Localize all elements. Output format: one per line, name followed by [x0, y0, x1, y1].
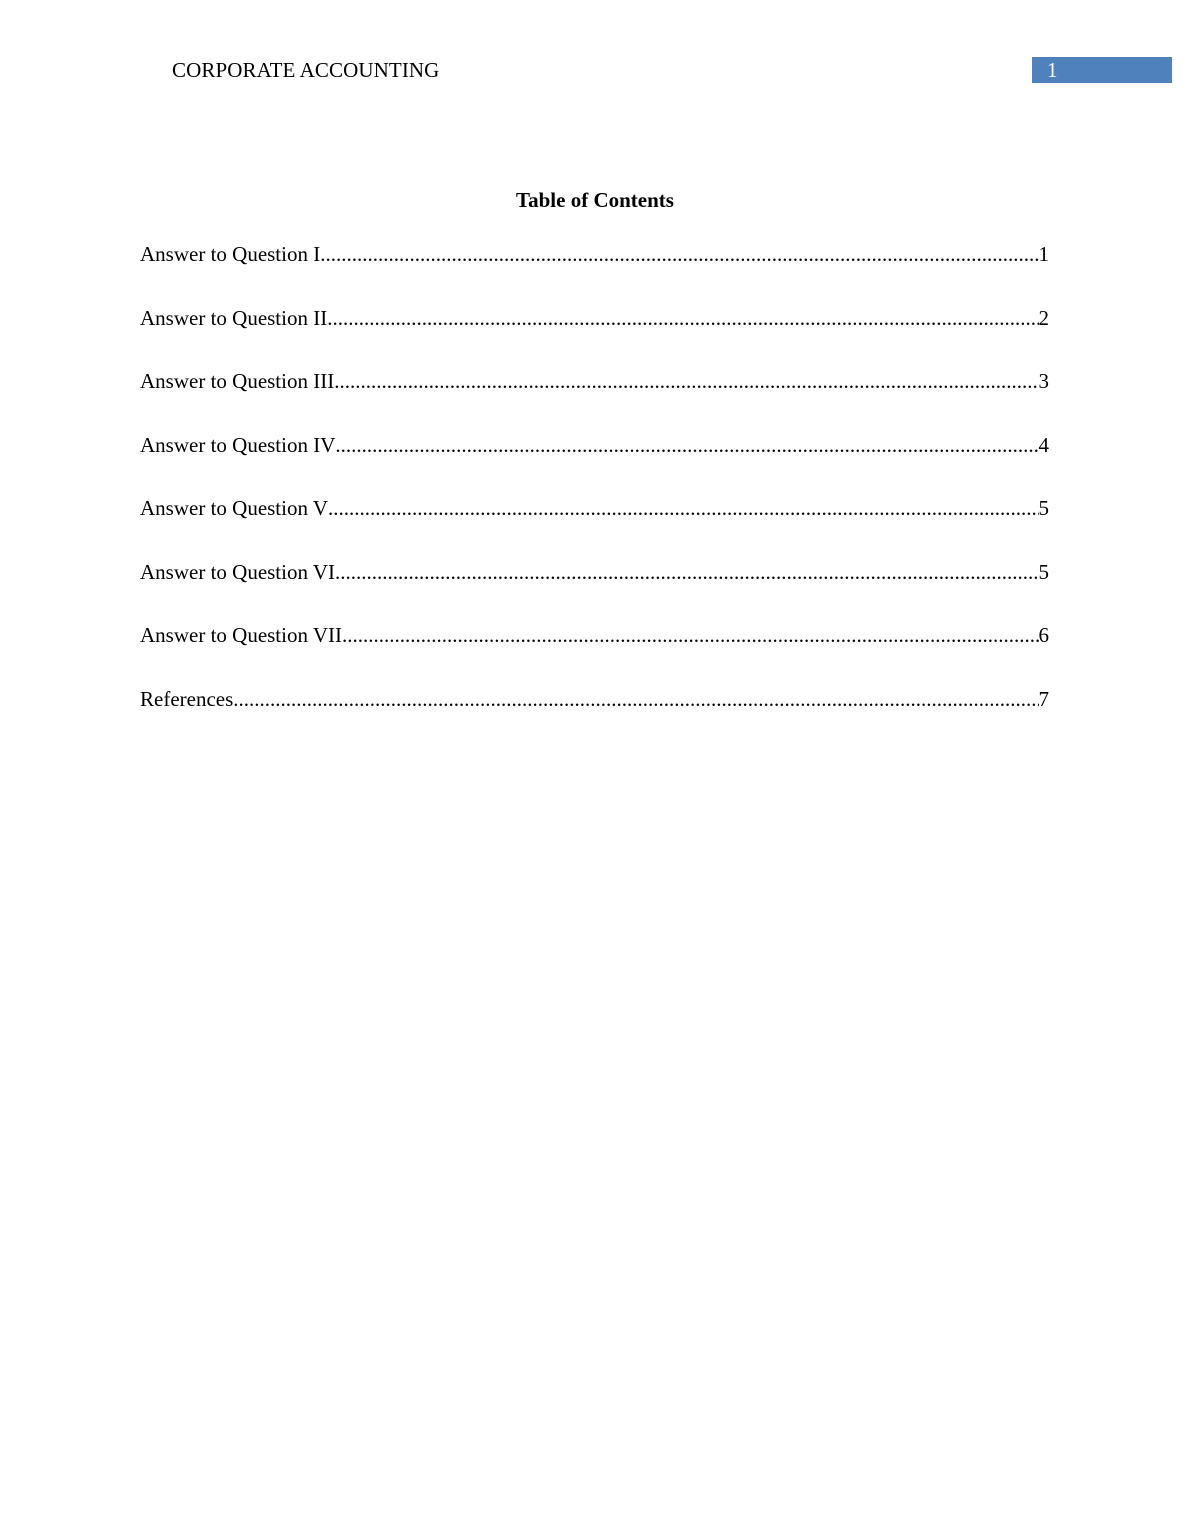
toc-entry-page-number: 6: [1038, 623, 1049, 647]
toc-entry-page-number: 5: [1038, 496, 1049, 520]
toc-entry-question-5[interactable]: [140, 495, 1049, 559]
toc-entry-page-number: 3: [1038, 369, 1049, 393]
toc-entry-page-number: 2: [1038, 305, 1049, 330]
toc-entry-label: Answer to Question III: [140, 369, 335, 393]
dot-leader: [334, 368, 1038, 394]
toc-entry-question-6[interactable]: [140, 559, 1049, 623]
running-head: CORPORATE ACCOUNTING: [172, 58, 440, 82]
dot-leader: [335, 559, 1038, 585]
table-of-contents: [140, 241, 1049, 749]
toc-entry-label: Answer to Question II: [140, 305, 328, 330]
dot-leader: [328, 495, 1038, 521]
toc-entry-question-2[interactable]: [140, 305, 1049, 369]
toc-entry-page-number: 4: [1038, 432, 1049, 457]
toc-entry-page-number: 1: [1038, 242, 1049, 266]
toc-entry-question-1[interactable]: [140, 241, 1049, 305]
toc-entry-references[interactable]: [140, 686, 1049, 750]
toc-entry-label: Answer to Question V: [140, 496, 329, 520]
toc-entry-label: Answer to Question IV: [140, 432, 336, 457]
toc-entry-page-number: 7: [1038, 686, 1049, 711]
toc-entry-label: References: [140, 686, 234, 711]
page-header: [0, 0, 1190, 110]
toc-entry-label: Answer to Question VI: [140, 559, 336, 584]
dot-leader: [233, 686, 1038, 712]
dot-leader: [327, 305, 1038, 331]
toc-entry-page-number: 5: [1038, 559, 1049, 584]
toc-entry-label: Answer to Question I: [140, 242, 321, 266]
dot-leader: [342, 622, 1038, 648]
dot-leader: [335, 432, 1038, 458]
toc-entry-question-3[interactable]: [140, 368, 1049, 432]
toc-title: Table of Contents: [516, 188, 674, 212]
page-number-badge: 1: [1032, 57, 1172, 83]
toc-entry-question-4[interactable]: [140, 432, 1049, 496]
toc-entry-label: Answer to Question VII: [140, 623, 343, 647]
dot-leader: [320, 241, 1038, 267]
toc-entry-question-7[interactable]: [140, 622, 1049, 686]
